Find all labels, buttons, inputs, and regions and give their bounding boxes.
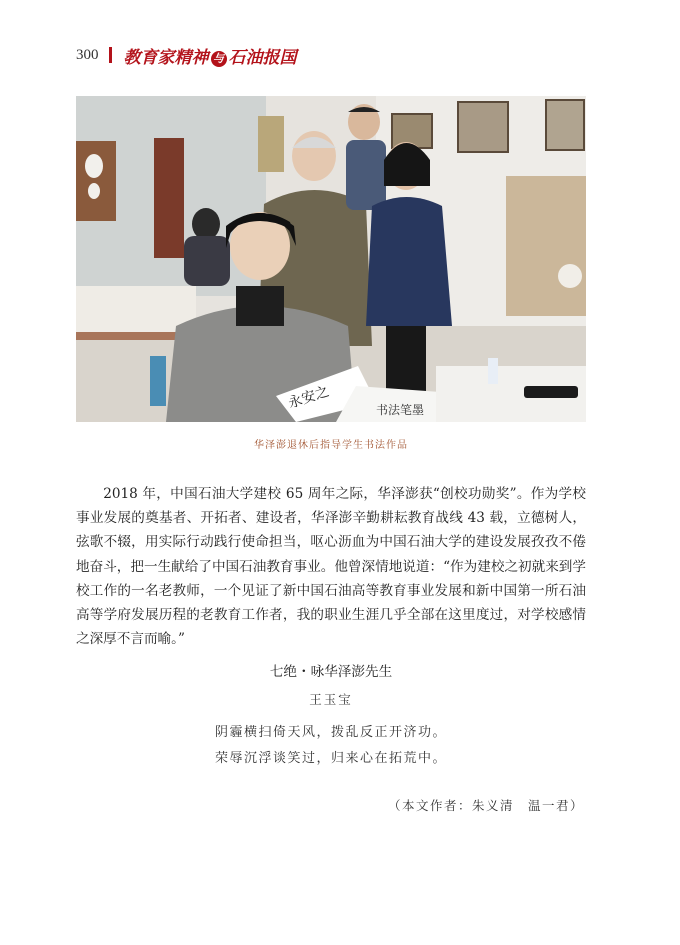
running-title-amp: 与 [211,51,227,67]
photo-caption: 华泽澎退休后指导学生书法作品 [254,440,408,451]
running-title [124,43,297,68]
article-paragraph: 2018 年，中国石油大学建校 65 周年之际，华泽澎获“创校功勋奖”。作为学校事业发展的奠基者、开拓者、建设者，华泽澎辛勤耕耘教育战线 43 载，立德树人，弦歌不辍，用实际行动践行使命担当，呕心沥血为中国石油大学的建设发展孜孜不倦地奋斗，把一生献给了中国石油教育事业。他曾深情地说道：“作为建校之初就来到学校工作的一名老教师，一个见证了新中国石油高等教育事业发展和新中国第一所石油高等学府发展历程的老教育工作者，我的职业生涯几乎全部在这里度过，对学校感情之深厚不言而喻。” [76,486,586,648]
running-title-part2: 石油报国 [228,47,297,68]
article-photo [76,96,586,422]
page-header [76,44,297,66]
svg-text:书法笔墨: 书法笔墨 [376,403,425,417]
article-body [76,482,586,651]
header-divider [109,47,112,63]
poem-line-2: 荣辱沉浮谈笑过，归来心在拓荒中。 [214,751,447,766]
author-credit: （本文作者：朱义清 温一君） [387,798,584,813]
poem-line-1: 阴霾横扫倚天风，拨乱反正开济功。 [214,725,447,740]
running-title-part1: 教育家精神 [123,47,209,68]
svg-text:永安之: 永安之 [286,383,332,412]
photo-illustration [76,96,586,422]
poem-author: 王玉宝 [309,692,353,707]
poem-title: 七绝・咏华泽澎先生 [269,664,393,680]
page-number: 300 [76,46,99,63]
